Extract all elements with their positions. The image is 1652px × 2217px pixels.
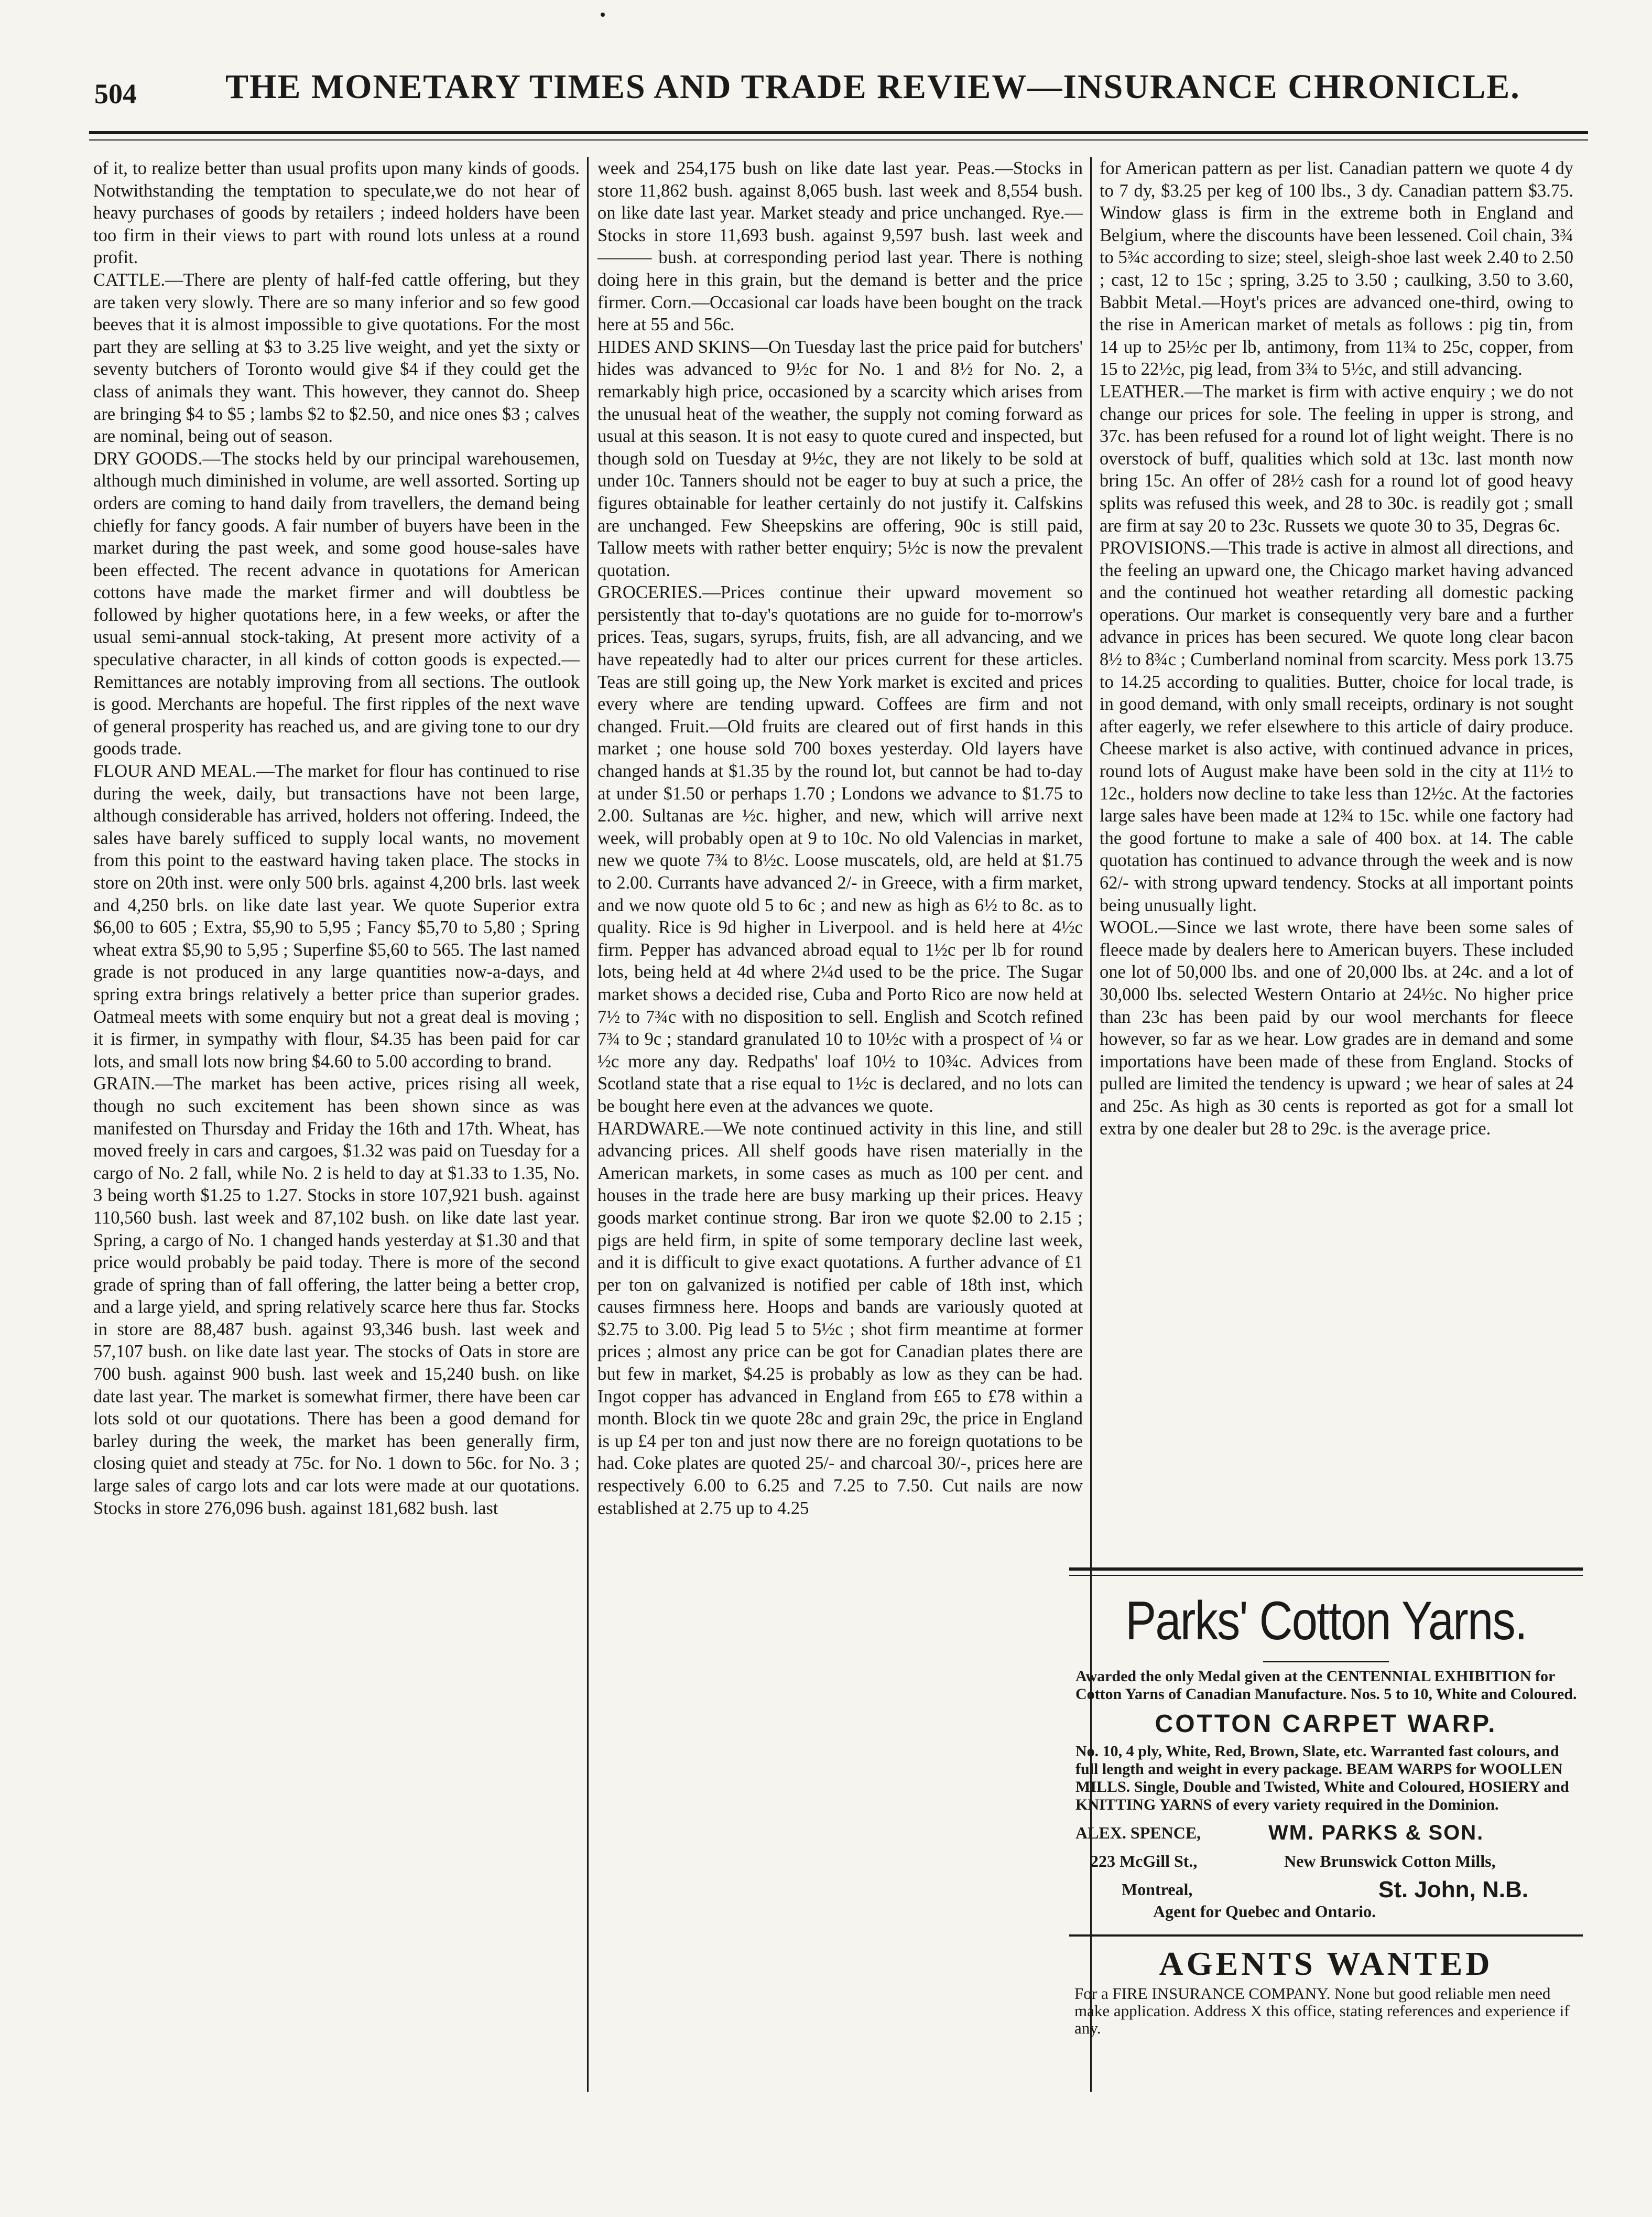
advert-title: Parks' Cotton Yarns. [1125,1591,1527,1651]
paragraph-hardware: HARDWARE.—We note continued activity in this line, and still advancing prices. All shelf goods have risen materially in the American markets, in some cases as much as 100 per cent. and houses in the trade here are busy marking up their prices. Heavy goods market continue strong. Bar iron we quote $2.00 to 2.15 ; pigs are held firm, in spite of some temporary decline last week, and it is difficult to give exact quotations. A further advance of £1 per ton on galvanized is notified per cable of 18th inst, which causes firmness here. Hoops and bands are variously quoted at $2.75 to 3.00. Pig lead 5 to 5½c ; shot firm meantime at former prices ; almost any price can be got for Canadian plates there are but few in market, $4.25 is probably as low as they can be had. Ingot copper has advanced in England from £65 to £78 within a month. Block tin we quote 28c and grain 29c, the price in England is up £4 per ton and just now there are no foreign quotations to be had. Coke plates are quoted 25/- and charcoal 30/-, prices here are respectively 6.00 to 6.25 and 7.25 to 7.50. Cut nails are now established at 2.75 up to 4.25 [597,1118,1083,1518]
advert-description: No. 10, 4 ply, White, Red, Brown, Slate, etc. Warranted fast colours, and full length and weight in every package. BEAM WARPS for WOOLLEN MILLS. Single, Double and Twisted, White and Coloured, HOSIERY and KNITTING YARNS of every variety required in the Dominion. [1075,1743,1569,1813]
agents-body: For a FIRE INSURANCE COMPANY. None but good reliable men need make application. Address X this office, stating references and experience if any. [1074,1984,1570,2037]
paragraph-wool: WOOL.—Since we last wrote, there have been some sales of fleece made by dealers here to American buyers. These included one lot of 50,000 lbs. and one of 20,000 lbs. at 24c. and a lot of 30,000 lbs. selected Western Ontario at 24½c. No higher price than 23c has been paid by our wool merchants for fleece however, so far as we hear. Low grades are in demand and some importations have been made of these from England. Stocks of pulled are limited the tendency is upward ; we hear of sales at 24 and 25c. As high as 30 cents is reported as got for a small lot extra by one dealer but 28 to 29c. is the average price. [1100,917,1573,1139]
page-dot [601,13,605,17]
paragraph-provisions: PROVISIONS.—This trade is active in almost all directions, and the feeling an upward one, the Chicago market having advanced and the continued hot weather retarding all domestic packing operations. Our market is consequently very bare and a further advance in prices has been secured. We quote long clear bacon 8½ to 8¾c ; Cumberland nominal from scarcity. Mess pork 13.75 to 14.25 according to qualities. Butter, choice for local trade, is in good demand, with only small receipts, ordinary is not sought after eagerly, we refer elsewhere to this article of dairy produce. Cheese market is also active, with continued advance in prices, round lots of August make have been sold in the city at 11½ to 12c., holders now decline to take less than 12½c. At the factories large sales have been made at 12¾ to 15c. while one factory had the good fortune to make a sale of 400 box. at 14. The cable quotation has continued to advance through the week and is now 62/- with strong upward tendency. Stocks at all important points being unusually light. [1100,538,1573,915]
column-1 [93,157,580,1519]
paragraph-grain-cont: week and 254,175 bush on like date last year. Peas.—Stocks in store 11,862 bush. against 8,065 bush. last week and 8,554 bush. on like date last year. Market steady and price unchanged. Rye.—Stocks in store 11,693 bush. against 9,597 bush. last week and ——— bush. at corresponding period last year. There is nothing doing here in this grain, but the demand is better and the price firmer. Corn.—Occasional car loads have been bought on the track here at 55 and 56c. [597,158,1083,335]
page-number: 504 [94,78,137,110]
column-divider-1 [587,157,589,2092]
advert-subtitle: COTTON CARPET WARP. [1155,1710,1497,1738]
paragraph-dry-goods: DRY GOODS.—The stocks held by our principal warehousemen, although much diminished in volume, are well assorted. Sorting up orders are coming to hand daily from travellers, the demand being chiefly for fancy goods. A fair number of buyers have been in the market during the past week, and some good house-sales have been effected. The recent advance in quotations for American cottons have made the market firmer and will doubtless be followed by higher quotations here, in a few weeks, or after the usual semi-annual stock-taking, At present more activity of a speculative character, in all kinds of cotton goods is expected.—Remittances are notably improving from all sections. The outlook is good. Merchants are hopeful. The first ripples of the next wave of general prosperity has reached us, and are giving tone to our dry goods trade. [93,448,580,759]
advert-rule-thin [1069,1575,1583,1576]
agent-city: Montreal, [1122,1880,1193,1899]
paragraph-flour-meal: FLOUR AND MEAL.—The market for flour has continued to rise during the week, daily, but transactions have not been large, although considerable has arrived, holders not offering. Indeed, the sales have barely sufficed to supply local wants, no movement from this point to the eastward having taken place. The stocks in store on 20th inst. were only 500 brls. against 4,200 brls. last week and 4,250 brls. on like date last year. We quote Superior extra $6,00 to 605 ; Extra, $5,90 to 5,95 ; Fancy $5,70 to 5,80 ; Spring wheat extra $5,90 to 5,95 ; Superfine $5,60 to 565. The last named grade is not produced in any large quantities now-a-days, and spring extra brings relatively a better price than superior grades. Oatmeal meets with some enquiry but not a great deal is moving ; it is firmer, in sympathy with flour, $4.35 has been paid for car lots, and small lots now bring $4.60 to 5.00 according to brand. [93,761,580,1072]
firm-mills: New Brunswick Cotton Mills, [1284,1852,1496,1870]
paragraph-intro: of it, to realize better than usual profits upon many kinds of goods. Notwithstanding the temptation to speculate,we do not hear of heavy purchases of goods by retailers ; indeed holders have been too firm in their views to part with round lots unless at a round profit. [93,158,580,268]
agents-advert-rule [1069,1934,1583,1937]
parks-advert [1069,1584,1583,1921]
agents-title: AGENTS WANTED [1159,1945,1493,1982]
column-2 [597,157,1083,1519]
firm-name: WM. PARKS & SON. [1268,1821,1484,1844]
paragraph-leather: LEATHER.—The market is firm with active enquiry ; we do not change our prices for sole. The feeling in upper is strong, and 37c. has been refused for a round lot of light weight. There is no overstock of buff, qualities which sold at 13c. last month now bring 15c. An offer of 28½ cash for a round lot of good heavy splits was refused this week, and 28 to 30c. is readily got ; small are firm at say 20 to 23c. Russets we quote 30 to 35, Degras 6c. [1100,381,1573,536]
agent-address: 223 McGill St., [1090,1852,1198,1870]
paragraph-grain: GRAIN.—The market has been active, prices rising all week, though no such excitement has been shown since as was manifested on Thursday and Friday the 16th and 17th. Wheat, has moved freely in cars and cargoes, $1.32 was paid on Tuesday for a cargo of No. 2 fall, while No. 2 is held to day at $1.33 to 1.35, No. 3 being worth $1.25 to 1.27. Stocks in store 107,921 bush. against 110,560 bush. last week and 87,102 bush. on like date last year. Spring, a cargo of No. 1 changed hands yesterday at $1.30 and that price would probably be paid today. There is more of the second grade of spring than of fall offering, the latter being a better crop, and a large yield, and spring relatively scarce here thus far. Stocks in store are 88,487 bush. against 93,346 bush. last week and 57,107 bush. on like date last year. The stocks of Oats in store are 700 bush. against 900 bush. last week and 15,240 bush. on like date last year. The market is somewhat firmer, there have been car lots sold ot our quotations. There has been a good demand for barley during the week, the market has been generally firm, closing quiet and steady at 75c. for No. 1 down to 56c. for No. 3 ; large sales of cargo lots and car lots were made at our quotations. Stocks in store 276,096 bush. against 181,682 bush. last [93,1074,580,1518]
agent-note: Agent for Quebec and Ontario. [1153,1902,1376,1921]
paragraph-cattle: CATTLE.—There are plenty of half-fed cattle offering, but they are taken very slowly. There are so many inferior and so few good beeves that it is almost impossible to give quotations. For the most part they are selling at $3 to 3.25 live weight, and yet the sixty or seventy butchers of Toronto would give $4 if they could get the class of animals they want. This however, they cannot do. Sheep are bringing $4 to $5 ; lambs $2 to $2.50, and nice ones $3 ; calves are nominal, being out of season. [93,269,580,447]
agents-advert [1069,1943,1583,2037]
masthead-title: THE MONETARY TIMES AND TRADE REVIEW—INSURANCE CHRONICLE. [225,68,1520,106]
advert-footer [1069,1818,1583,1921]
agent-name: ALEX. SPENCE, [1075,1823,1201,1842]
paragraph-groceries: GROCERIES.—Prices continue their upward movement so persistently that to-day's quotations are no guide for to-morrow's prices. Teas, sugars, syrups, fruits, fish, are all advancing, and we have repeatedly had to alter our prices current for these articles. Teas are still going up, the New York market is excited and prices every where are tending upward. Coffees are firm and not changed. Fruit.—Old fruits are cleared out of first hands in this market ; one house sold 700 boxes yesterday. Old layers have changed hands at $1.35 by the round lot, but cannot be had to-day at under $1.50 or perhaps 1.70 ; Londons we advance to $1.75 to 2.00. Sultanas are ½c. higher, and new, which will arrive next week, will probably open at 9 to 10c. No old Valencias in market, new we quote 7¾ to 8½c. Loose muscatels, old, are held at $1.75 to 2.00. Currants have advanced 2/- in Greece, with a firm market, and we now quote old 5 to 6c ; and new as high as 6½ to 8c. as to quality. Rice is 9d higher in Liverpool. and is held here at 4½c firm. Pepper has advanced abroad equal to 1½c per lb for round lots, being held at 4d where 2¼d used to be the price. The Sugar market shows a decided rise, Cuba and Porto Rico are now held at 7½ to 7¾c with no disposition to sell. English and Scotch refined 7¾ to 9c ; standard granulated 10 to 10½c with a prospect of ¼ or ½c more any day. Redpaths' loaf 10½ to 10¾c. Advices from Scotland state that a rise equal to 1½c is declared, and no lots can be bought here even at the advances we quote. [597,582,1083,1116]
advert-rule [1069,1567,1583,1571]
advert-divider [1263,1661,1389,1662]
firm-city: St. John, N.B. [1378,1877,1528,1902]
column-3 [1100,157,1573,1140]
header-rule-thin [89,139,1588,140]
header-rule [89,131,1588,134]
advert-medal-text: Awarded the only Medal given at the CENTENNIAL EXHIBITION for Cotton Yarns of Canadian Manufacture. Nos. 5 to 10, White and Coloured. [1075,1668,1577,1703]
paragraph-hardware-cont: for American pattern as per list. Canadian pattern we quote 4 dy to 7 dy, $3.25 per keg of 100 lbs., 3 dy. Canadian pattern $3.75. Window glass is firm in the extreme both in England and Belgium, where the discounts have been lessened. Coil chain, 3¾ to 5¾c according to size; steel, sleigh-shoe last week 2.40 to 2.50 ; cast, 12 to 15c ; spring, 3.25 to 3.50 ; caulking, 3.50 to 3.60, Babbit Metal.—Hoyt's prices are advanced one-third, owing to the rise in American market of metals as follows : pig tin, from 14 up to 25½c per lb, antimony, from 11¾ to 25c, copper, from 15 to 22½c, pig lead, from 3¾ to 5½c, and still advancing. [1100,158,1573,380]
paragraph-hides-skins: HIDES AND SKINS—On Tuesday last the price paid for butchers' hides was advanced to 9½c for No. 1 and 8½ for No. 2, a remarkably high price, occasioned by a scarcity which arises from the unusual heat of the weather, the supply not coming forward as usual at this season. It is not easy to quote cured and inspected, but though sold on Tuesday at 9½c, they are not likely to be sold at under 10c. Tanners should not be eager to buy at such a price, the figures obtainable for leather certainly do not justify it. Calfskins are unchanged. Few Sheepskins are offering, 90c is still paid, Tallow meets with rather better enquiry; 5½c is now the prevalent quotation. [597,337,1083,580]
